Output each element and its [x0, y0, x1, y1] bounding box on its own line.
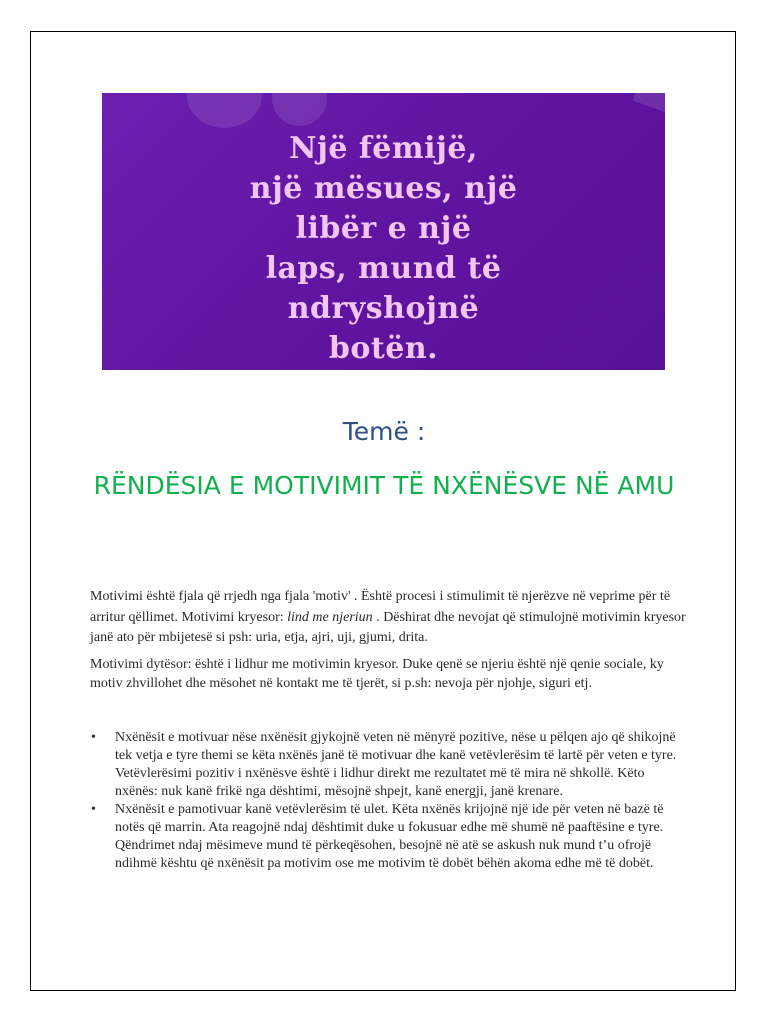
list-item — [90, 801, 690, 873]
list-item-text: Nxënësit e pamotivuar kanë vetëvlerësim të ulet. Këta nxënës krijojnë një ide për veten në bazë të notës që marrin. Ata reagojnë ndaj dështimit duke u fokusuar edhe më shumë në paaftësine e tyre. Qëndrimet ndaj mësimeve mund të përkeqësohen, besojnë në atë se askush nuk mund t’u ofrojë ndihmë kështu që nxënësit pa motivim ose me motivim të dobët bëhën akoma edhe më të dobët. — [115, 802, 664, 871]
document-title: RËNDËSIA E MOTIVIMIT TË NXËNËSVE NË AMU — [93, 471, 675, 500]
quote-line: ndryshojnë — [287, 291, 480, 326]
decorative-circle — [272, 93, 327, 126]
paragraph-secondary-motivation: Motivimi dytësor: është i lidhur me motivimin kryesor. Duke qenë se njeriu është një qenie sociale, ky motiv zhvillohet dhe mësohet në kontakt me të tjerët, si p.sh: nevoja për njohje, siguri etj. — [90, 657, 664, 691]
topic-label: Temë : — [342, 417, 426, 446]
quote-line: një mësues, një — [249, 171, 518, 206]
quote-line: laps, mund të — [265, 251, 502, 286]
quote-line: Një fëmijë, — [289, 131, 478, 166]
banner-quote — [102, 129, 665, 369]
list-item — [90, 729, 690, 801]
quote-line: botën. — [328, 331, 439, 366]
bullet-list — [90, 729, 690, 873]
list-item-text: Nxënësit e motivuar nëse nxënësit gjykojnë veten në mënyrë pozitive, nëse u pëlqen ajo që shikojnë tek vetja e tyre themi se këta nxënës janë të motivuar dhe kanë vetëvlerësim të lartë për veten e tyre. Vetëvlerësimi pozitiv i nxënësve është i lidhur direkt me rezultatet më të mira në shkollë. Këto nxënës: nuk kanë frikë nga dështimi, mësojnë shpejt, kanë energji, janë krenare. — [115, 730, 677, 799]
italic-phrase: lind me njeriun — [287, 609, 373, 625]
bullet-icon: • — [91, 730, 96, 745]
paragraph-text: Motivimi është fjala që rrjedh nga fjala 'motiv' . Është procesi i stimulimit të njerëzve në veprime për të arritur qëllimet. Motivimi kryesor: — [90, 589, 671, 625]
bullet-icon: • — [91, 802, 96, 817]
paragraph-primary-motivation — [90, 587, 690, 649]
decorative-stripe — [633, 93, 665, 114]
decorative-circle — [187, 93, 262, 128]
quote-banner-image — [102, 93, 665, 370]
quote-line: libër e një — [295, 211, 472, 246]
paragraph-text: . Dëshirat dhe nevojat që stimulojnë motivimin kryesor janë ato për mbijetesë si psh: uria, etja, ajri, uji, gjumi, drita. — [90, 609, 686, 645]
